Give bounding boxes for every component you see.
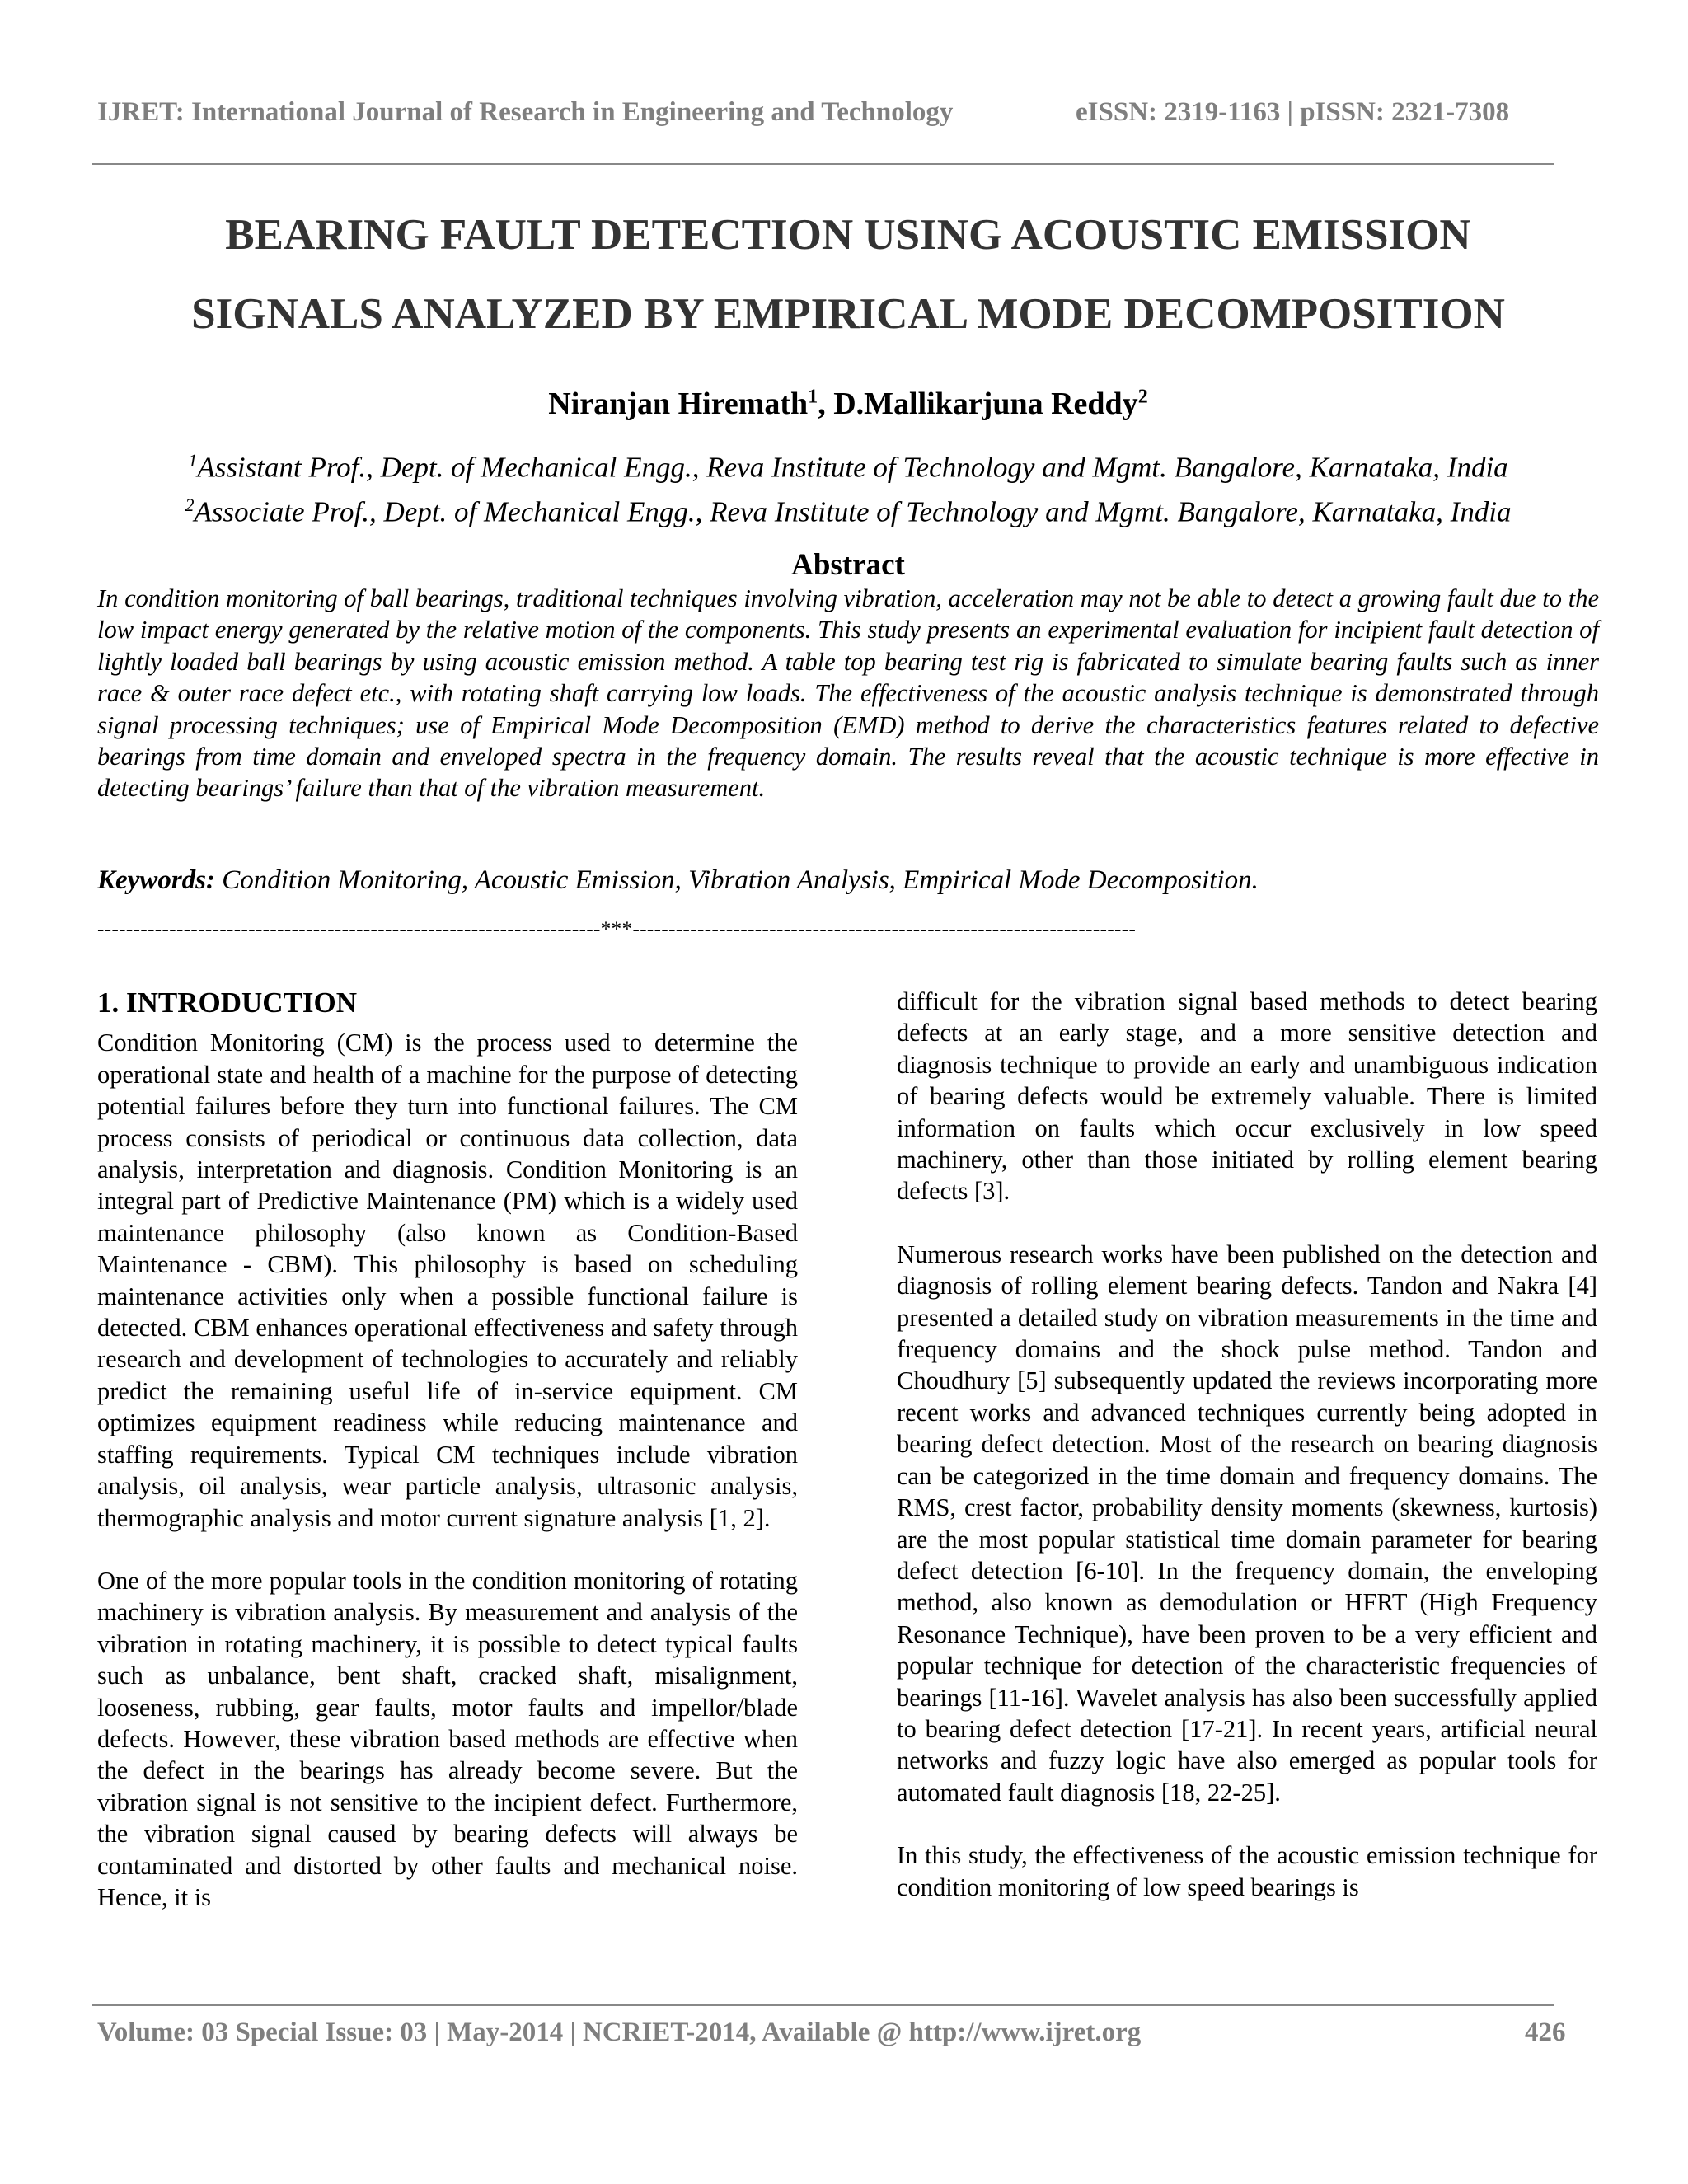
page-number: 426 [1525,2018,1566,2047]
affiliation-1 [97,442,1599,486]
issn-header: eISSN: 2319-1163 | pISSN: 2321-7308 [1076,97,1510,127]
author-2-mark: 2 [1137,386,1148,408]
title-line-1: BEARING FAULT DETECTION USING ACOUSTIC EMISSION [225,211,1471,259]
intro-paragraph-1: Condition Monitoring (CM) is the process used to determine the operational state and health of a machine for the purpose of detecting potential failures before they turn into functional failures. The CM process consists of periodical or continuous data collection, data analysis, interpretation and diagnosis. Condition Monitoring is an integral part of Predictive Maintenance (PM) which is a widely used maintenance philosophy (also known as Condition-Based Maintenance - CBM). This philosophy is based on scheduling maintenance activities only when a possible functional failure is detected. CBM enhances operational effectiveness and safety through research and development of technologies to accurately and reliably predict the remaining useful life of in-service equipment. CM optimizes equipment readiness while reducing maintenance and staffing requirements. Typical CM techniques include vibration analysis, oil analysis, wear particle analysis, ultrasonic analysis, thermographic analysis and motor current signature analysis [1, 2]. [97,1029,798,1532]
abstract-heading: Abstract [791,548,905,582]
paper-title [97,195,1599,354]
affiliation-2-text: Associate Prof., Dept. of Mechanical Engg., Reva Institute of Technology and Mgmt. Bangalore, Karnataka, India [194,495,1512,528]
author-list [97,386,1599,422]
left-column [97,981,798,1944]
affiliation-2-mark: 2 [185,494,195,515]
right-column [897,986,1597,1934]
intro-paragraph-3: difficult for the vibration signal based methods to detect bearing defects at an early stage, and a more sensitive detection and diagnosis technique to provide an early and unambiguous indication of bearing defects would be extremely valuable. There is limited information on faults which occur exclusively in low speed machinery, other than those initiated by rolling element bearing defects [3]. [897,987,1597,1206]
affiliation-1-mark: 1 [188,450,198,471]
intro-paragraph-5: In this study, the effectiveness of the acoustic emission technique for condition monitoring of low speed bearings is [897,1841,1597,1901]
author-1-mark: 1 [808,386,818,408]
footer-citation: Volume: 03 Special Issue: 03 | May-2014 | NCRIET-2014, Available @ http://www.ijret.org [97,2018,1142,2047]
author-1-name: Niranjan Hiremath [548,387,809,421]
intro-paragraph-4: Numerous research works have been published on the detection and diagnosis of rolling element bearing defects. Tandon and Nakra [4] presented a detailed study on vibration measurements in the time and frequency domains and the shock pulse method. Tandon and Choudhury [5] subsequently updated the reviews incorporating more recent works and advanced techniques currently being adopted in bearing defect detection. Most of the research on bearing diagnosis can be categorized in the time domain and frequency domains. The RMS, crest factor, probability density moments (skewness, kurtosis) are the most popular statistical time domain parameter for bearing defect detection [6-10]. In the frequency domain, the enveloping method, also known as demodulation or HFRT (High Frequency Resonance Technique), have been proven to be a very efficient and popular technique for detection of the characteristic frequencies of bearings [11-16]. Wavelet analysis has also been successfully applied to bearing defect detection [17-21]. In recent years, artificial neural networks and fuzzy logic have also emerged as popular tools for automated fault diagnosis [18, 22-25]. [897,1240,1597,1807]
intro-paragraph-2: One of the more popular tools in the condition monitoring of rotating machinery is vibration analysis. By measurement and analysis of the vibration in rotating machinery, it is possible to detect typical faults such as unbalance, bent shaft, cracked shaft, misalignment, looseness, rubbing, gear faults, motor faults and impellor/blade defects. However, these vibration based methods are effective when the defect in the bearings has already become severe. But the vibration signal is not sensitive to the incipient defect. Furthermore, the vibration signal caused by bearing defects will always be contaminated and distorted by other faults and mechanical noise. Hence, it is [97,1566,798,1911]
section-separator: ----------------------------------------------------------------------***---------------------------------------------------------------------- [97,918,1137,940]
affiliations [97,442,1599,530]
keywords-text: Condition Monitoring, Acoustic Emission, Vibration Analysis, Empirical Mode Decomposition. [215,865,1259,895]
section-heading-introduction: 1. INTRODUCTION [97,987,358,1019]
author-2-name: D.Mallikarjuna Reddy [833,387,1138,421]
footer-rule [92,2004,1554,2006]
keywords-label: Keywords: [97,865,215,895]
keywords [97,865,1599,896]
title-line-2: SIGNALS ANALYZED BY EMPIRICAL MODE DECOMPOSITION [191,290,1505,338]
author-separator: , [818,387,834,421]
affiliation-1-text: Assistant Prof., Dept. of Mechanical Engg., Reva Institute of Technology and Mgmt. Bangalore, Karnataka, India [197,451,1508,484]
header-rule [92,163,1554,165]
affiliation-2 [97,486,1599,531]
journal-header: IJRET: International Journal of Research in Engineering and Technology [97,97,954,127]
abstract-text: In condition monitoring of ball bearings, traditional techniques involving vibration, acceleration may not be able to detect a growing fault due to the low impact energy generated by the relative motion of the components. This study presents an experimental evaluation for incipient fault detection of lightly loaded ball bearings by using acoustic emission method. A table top bearing test rig is fabricated to simulate bearing faults such as inner race & outer race defect etc., with rotating shaft carrying low loads. The effectiveness of the acoustic analysis technique is demonstrated through signal processing techniques; use of Empirical Mode Decomposition (EMD) method to derive the characteristics features related to defective bearings from time domain and enveloped spectra in the frequency domain. The results reveal that the acoustic technique is more effective in detecting bearings’ failure than that of the vibration measurement. [97,584,1599,803]
